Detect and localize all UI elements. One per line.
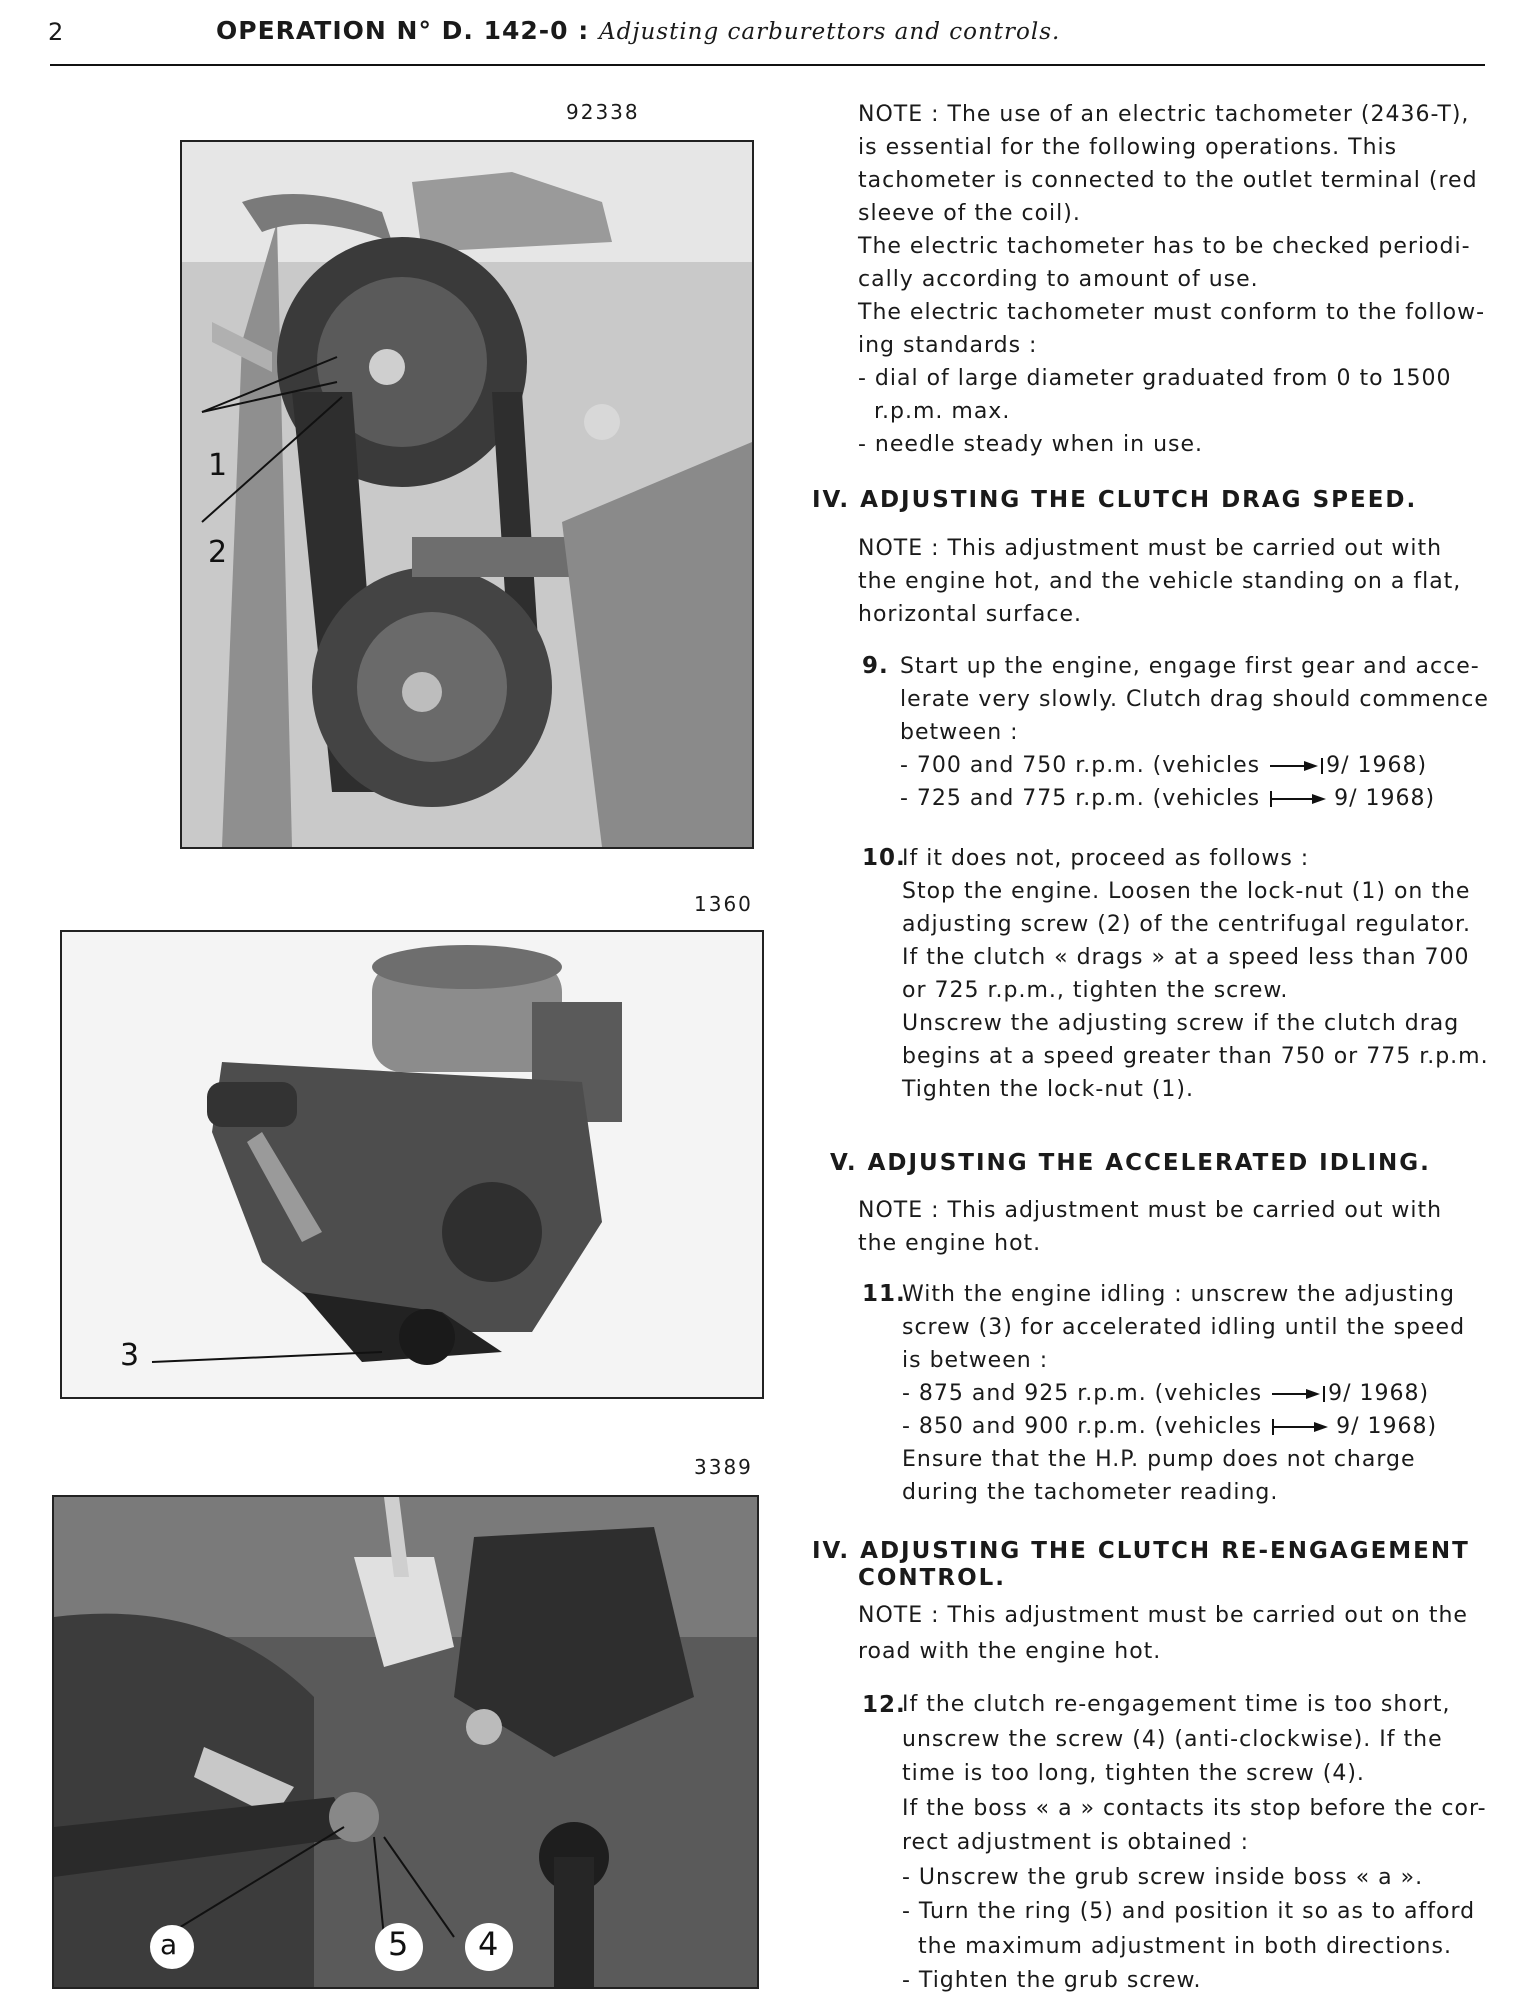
photo-1-number: 92338	[566, 100, 640, 124]
header-rule	[50, 64, 1485, 66]
section-vi-heading	[812, 1538, 1470, 1592]
step-line: is between :	[902, 1348, 1049, 1373]
step-line: during the tachometer reading.	[902, 1480, 1279, 1505]
range-date: 9/ 1968)	[1334, 786, 1436, 811]
intro-line: The electric tachometer must conform to the follow-	[858, 300, 1486, 325]
step-9-body	[900, 650, 1502, 815]
step-line: lerate very slowly. Clutch drag should commence	[900, 687, 1489, 712]
photo-3-clutch-control	[52, 1495, 759, 1989]
step-line: Start up the engine, engage first gear and acce-	[900, 654, 1480, 679]
step-11-number: 11.	[862, 1281, 906, 1307]
step-line: - Turn the ring (5) and position it so as to afford	[902, 1899, 1476, 1924]
step-line: adjusting screw (2) of the centrifugal regulator.	[902, 912, 1471, 937]
page-number: 2	[48, 18, 64, 46]
step-line: If it does not, proceed as follows :	[902, 846, 1310, 871]
step-line: With the engine idling : unscrew the adjusting	[902, 1282, 1455, 1307]
intro-line: is essential for the following operations. This	[858, 135, 1398, 160]
step-9	[862, 650, 1502, 815]
photo-2-carburettor	[60, 930, 764, 1399]
note-line: the engine hot.	[858, 1231, 1042, 1256]
step-12-number: 12.	[862, 1692, 906, 1718]
intro-note	[858, 98, 1498, 461]
range-date: 9/ 1968)	[1336, 1414, 1438, 1439]
step-line: between :	[900, 720, 1019, 745]
step-line: time is too long, tighten the screw (4).	[902, 1761, 1365, 1786]
note-line: the engine hot, and the vehicle standing on a flat,	[858, 569, 1462, 594]
note-line: NOTE : This adjustment must be carried out with	[858, 1198, 1443, 1223]
step-line: - Unscrew the grub screw inside boss « a ».	[902, 1864, 1424, 1890]
step-line: unscrew the screw (4) (anti-clockwise). If the	[902, 1726, 1443, 1752]
intro-line: - dial of large diameter graduated from 0 to 1500	[858, 366, 1452, 391]
step-line: If the clutch « drags » at a speed less than 700	[902, 945, 1470, 970]
step-10	[862, 842, 1502, 1106]
step-line: the maximum adjustment in both directions.	[918, 1933, 1452, 1959]
range-date: 9/ 1968)	[1328, 1381, 1430, 1406]
operation-title	[216, 16, 1060, 45]
range-line	[900, 782, 1502, 815]
step-11-body	[902, 1278, 1502, 1509]
section-v-heading: V. ADJUSTING THE ACCELERATED IDLING.	[830, 1150, 1431, 1176]
step-line: Stop the engine. Loosen the lock-nut (1) on the	[902, 879, 1471, 904]
step-line: Unscrew the adjusting screw if the clutch drag	[902, 1011, 1460, 1036]
photo-2-illustration	[62, 932, 762, 1397]
bar-to-arrow-icon	[1268, 791, 1334, 807]
callout-3: 3	[120, 1338, 140, 1373]
section-iv-note	[858, 532, 1498, 631]
section-v-note	[858, 1194, 1498, 1260]
step-10-number: 10.	[862, 845, 906, 871]
step-line: Tighten the lock-nut (1).	[902, 1077, 1194, 1102]
callout-5: 5	[388, 1925, 409, 1963]
range-date: 9/ 1968)	[1326, 753, 1428, 778]
arrow-to-bar-icon	[1270, 1386, 1328, 1402]
intro-line: r.p.m. max.	[874, 399, 1011, 424]
step-line: If the clutch re-engagement time is too short,	[902, 1692, 1451, 1717]
photo-3-illustration	[54, 1497, 757, 1987]
callout-4: 4	[478, 1925, 499, 1963]
intro-line: - needle steady when in use.	[858, 432, 1204, 457]
range-line	[902, 1377, 1502, 1410]
callout-2: 2	[208, 535, 228, 570]
step-line: screw (3) for accelerated idling until the speed	[902, 1315, 1466, 1340]
range-line	[900, 749, 1502, 782]
step-line: - Tighten the grub screw.	[902, 1968, 1202, 1993]
range-text: - 850 and 900 r.p.m. (vehicles	[902, 1414, 1263, 1439]
range-text: - 875 and 925 r.p.m. (vehicles	[902, 1381, 1263, 1406]
intro-line: sleeve of the coil).	[858, 201, 1081, 226]
note-line: NOTE : This adjustment must be carried out with	[858, 536, 1443, 561]
section-vi-note	[858, 1598, 1498, 1670]
photo-1-engine-pulley	[180, 140, 754, 849]
operation-title-text: OPERATION N° D. 142-0 :	[216, 16, 599, 45]
arrow-to-bar-icon	[1268, 758, 1326, 774]
section-vi-heading-line1: IV. ADJUSTING THE CLUTCH RE-ENGAGEMENT	[812, 1538, 1470, 1564]
step-12	[862, 1688, 1502, 1999]
step-line: If the boss « a » contacts its stop before the cor-	[902, 1795, 1487, 1821]
step-10-body	[902, 842, 1502, 1106]
intro-line: ing standards :	[858, 333, 1038, 358]
step-line: begins at a speed greater than 750 or 775 r.p.m.	[902, 1044, 1489, 1069]
range-text: - 700 and 750 r.p.m. (vehicles	[900, 753, 1261, 778]
intro-line: NOTE : The use of an electric tachometer (2436-T),	[858, 102, 1470, 127]
note-line: NOTE : This adjustment must be carried out on the	[858, 1603, 1468, 1628]
step-11	[862, 1278, 1502, 1509]
step-9-number: 9.	[862, 653, 889, 679]
photo-1-illustration	[182, 142, 752, 847]
intro-line: The electric tachometer has to be checked periodi-	[858, 234, 1471, 259]
intro-line: tachometer is connected to the outlet terminal (red	[858, 168, 1478, 193]
section-iv-heading: IV. ADJUSTING THE CLUTCH DRAG SPEED.	[812, 487, 1418, 513]
bar-to-arrow-icon	[1270, 1419, 1336, 1435]
note-line: road with the engine hot.	[858, 1639, 1162, 1664]
photo-2-number: 1360	[694, 892, 753, 916]
section-vi-heading-line2: CONTROL.	[858, 1565, 1007, 1591]
note-line: horizontal surface.	[858, 602, 1083, 627]
range-line	[902, 1410, 1502, 1443]
callout-1: 1	[208, 448, 228, 483]
callout-a: a	[160, 1928, 178, 1961]
step-line: rect adjustment is obtained :	[902, 1830, 1249, 1855]
step-12-body	[902, 1688, 1502, 1999]
photo-3-number: 3389	[694, 1455, 753, 1479]
operation-subtitle: Adjusting carburettors and controls.	[598, 19, 1061, 45]
step-line: or 725 r.p.m., tighten the screw.	[902, 978, 1289, 1003]
range-text: - 725 and 775 r.p.m. (vehicles	[900, 786, 1261, 811]
intro-line: cally according to amount of use.	[858, 267, 1259, 292]
step-line: Ensure that the H.P. pump does not charge	[902, 1447, 1416, 1472]
